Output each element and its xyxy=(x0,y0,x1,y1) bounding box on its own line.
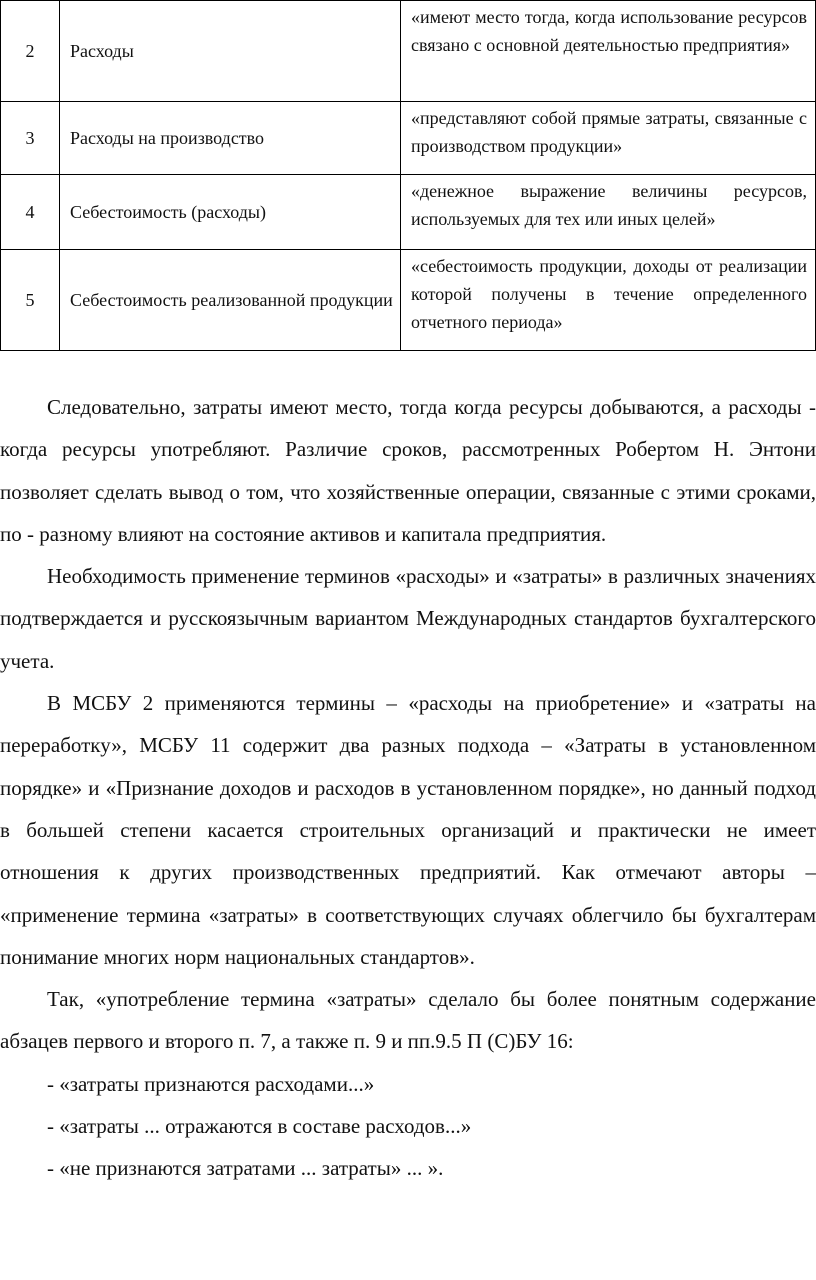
list-item: - «не признаются затратами ... затраты» ... ». xyxy=(47,1156,444,1181)
term-cell: Расходы xyxy=(60,1,401,102)
list-item: - «затраты признаются расходами...» xyxy=(47,1071,375,1096)
term-cell: Себестоимость (расходы) xyxy=(60,175,401,250)
terms-table xyxy=(0,0,816,351)
table-row xyxy=(1,102,816,175)
term-cell: Расходы на производство xyxy=(60,102,401,175)
list-item: - «затраты ... отражаются в составе расходов...» xyxy=(47,1114,472,1139)
definition-cell: «себестоимость продукции, доходы от реализации которой получены в течение определенного отчетного периода» xyxy=(401,250,816,351)
row-number: 3 xyxy=(1,102,60,175)
definition-cell: «денежное выражение величины ресурсов, используемых для тех или иных целей» xyxy=(401,175,816,250)
table-row xyxy=(1,175,816,250)
paragraph: В МСБУ 2 применяются термины – «расходы на приобретение» и «затраты на переработку», МСБУ 11 содержит два разных подхода – «Затраты в установленном порядке» и «Признание доходов и расходов в установленном порядке», но данный подход в большей степени касается строительных организаций и практически не имеет отношения к других производственных предприятий. Как отмечают авторы – «применение термина «затраты» в соответствующих случаях облегчило бы бухгалтерам понимание многих норм национальных стандартов». xyxy=(0,691,816,969)
term-cell: Себестоимость реализованной продукции xyxy=(60,250,401,351)
row-number: 2 xyxy=(1,1,60,102)
row-number: 5 xyxy=(1,250,60,351)
table-row xyxy=(1,1,816,102)
paragraph: Так, «употребление термина «затраты» сделало бы более понятным содержание абзацев первого и второго п. 7, а также п. 9 и пп.9.5 П (С)БУ 16: xyxy=(0,987,816,1054)
paragraph: Следовательно, затраты имеют место, тогда когда ресурсы добываются, а расходы - когда ресурсы употребляют. Различие сроков, рассмотренных Робертом Н. Энтони позволяет сделать вывод о том, что хозяйственные операции, связанные с этими сроками, по - разному влияют на состояние активов и капитала предприятия. xyxy=(0,395,816,546)
body-text xyxy=(0,386,816,1190)
definition-cell: «имеют место тогда, когда использование ресурсов связано с основной деятельностью предприятия» xyxy=(401,1,816,102)
paragraph: Необходимость применение терминов «расходы» и «затраты» в различных значениях подтверждается и русскоязычным вариантом Международных стандартов бухгалтерского учета. xyxy=(0,564,816,673)
row-number: 4 xyxy=(1,175,60,250)
table-row xyxy=(1,250,816,351)
definition-cell: «представляют собой прямые затраты, связанные с производством продукции» xyxy=(401,102,816,175)
